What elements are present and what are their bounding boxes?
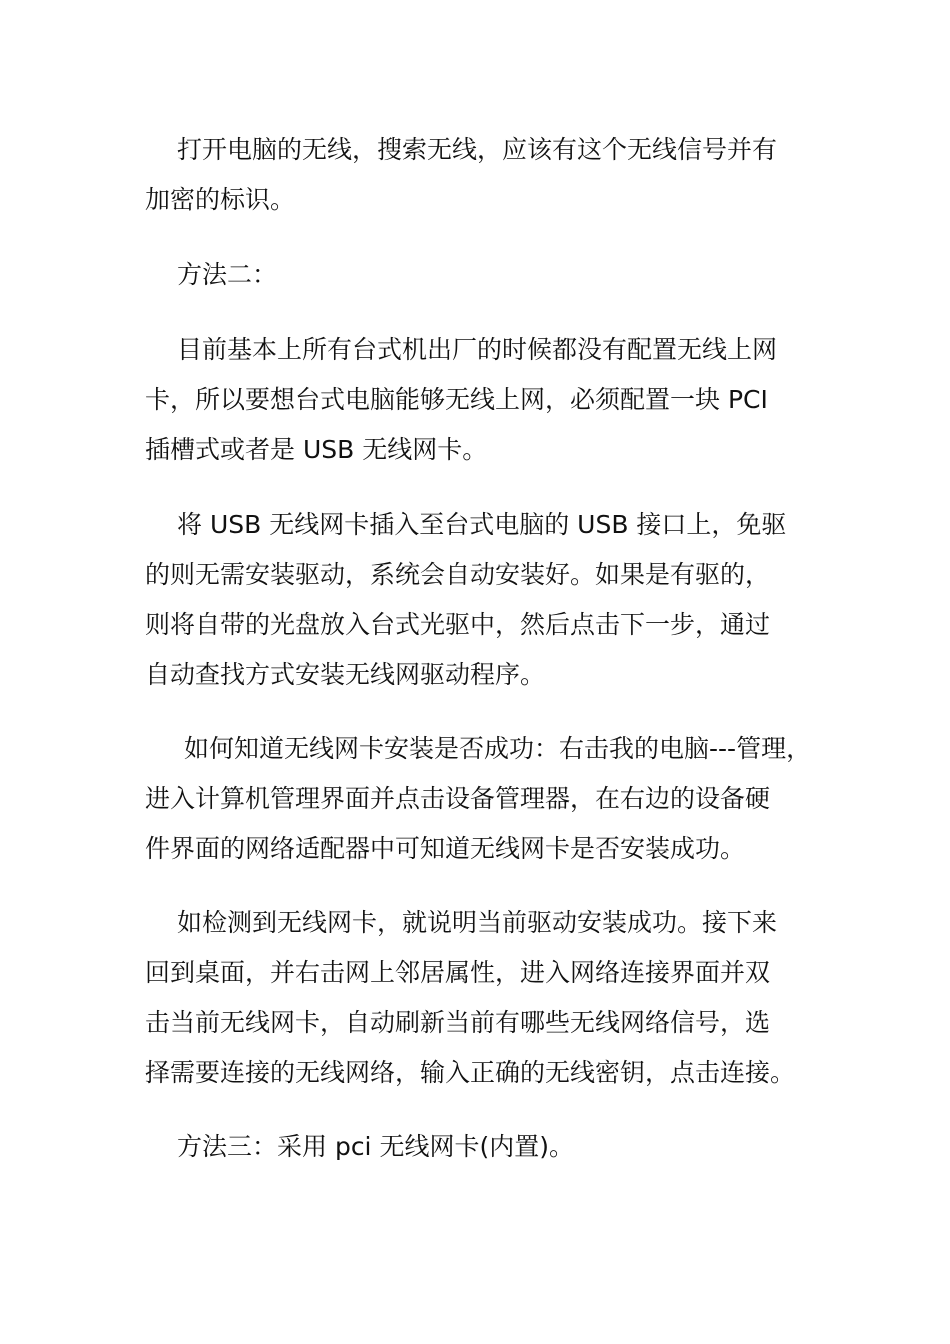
- paragraph-6-line-3: 击当前无线网卡，自动刷新当前有哪些无线网络信号，选: [145, 1008, 771, 1037]
- paragraph-2-heading: 方法二：: [177, 260, 278, 289]
- paragraph-3-line-3: 插槽式或者是 USB 无线网卡。: [145, 435, 488, 464]
- paragraph-5-line-1: 如何知道无线网卡安装是否成功：右击我的电脑---管理，: [184, 734, 812, 763]
- paragraph-4-line-2: 的则无需安装驱动，系统会自动安装好。如果是有驱的，: [145, 560, 771, 589]
- paragraph-5-line-3: 件界面的网络适配器中可知道无线网卡是否安装成功。: [145, 834, 746, 863]
- paragraph-4-line-1: 将 USB 无线网卡插入至台式电脑的 USB 接口上，免驱: [177, 510, 787, 539]
- paragraph-6-line-4: 择需要连接的无线网络，输入正确的无线密钥，点击连接。: [145, 1058, 796, 1087]
- paragraph-3-line-1: 目前基本上所有台式机出厂的时候都没有配置无线上网: [177, 335, 778, 364]
- paragraph-4-line-4: 自动查找方式安装无线网驱动程序。: [145, 660, 546, 689]
- paragraph-1-line-1: 打开电脑的无线，搜索无线，应该有这个无线信号并有: [177, 135, 778, 164]
- paragraph-5-line-2: 进入计算机管理界面并点击设备管理器，在右边的设备硬: [145, 784, 771, 813]
- paragraph-4-line-3: 则将自带的光盘放入台式光驱中，然后点击下一步，通过: [145, 610, 771, 639]
- paragraph-7-heading: 方法三：采用 pci 无线网卡(内置)。: [177, 1132, 574, 1161]
- paragraph-3-line-2: 卡，所以要想台式电脑能够无线上网，必须配置一块 PCI: [145, 385, 768, 414]
- paragraph-6-line-1: 如检测到无线网卡，就说明当前驱动安装成功。接下来: [177, 908, 778, 937]
- paragraph-6-line-2: 回到桌面，并右击网上邻居属性，进入网络连接界面并双: [145, 958, 771, 987]
- paragraph-1-line-2: 加密的标识。: [145, 185, 296, 214]
